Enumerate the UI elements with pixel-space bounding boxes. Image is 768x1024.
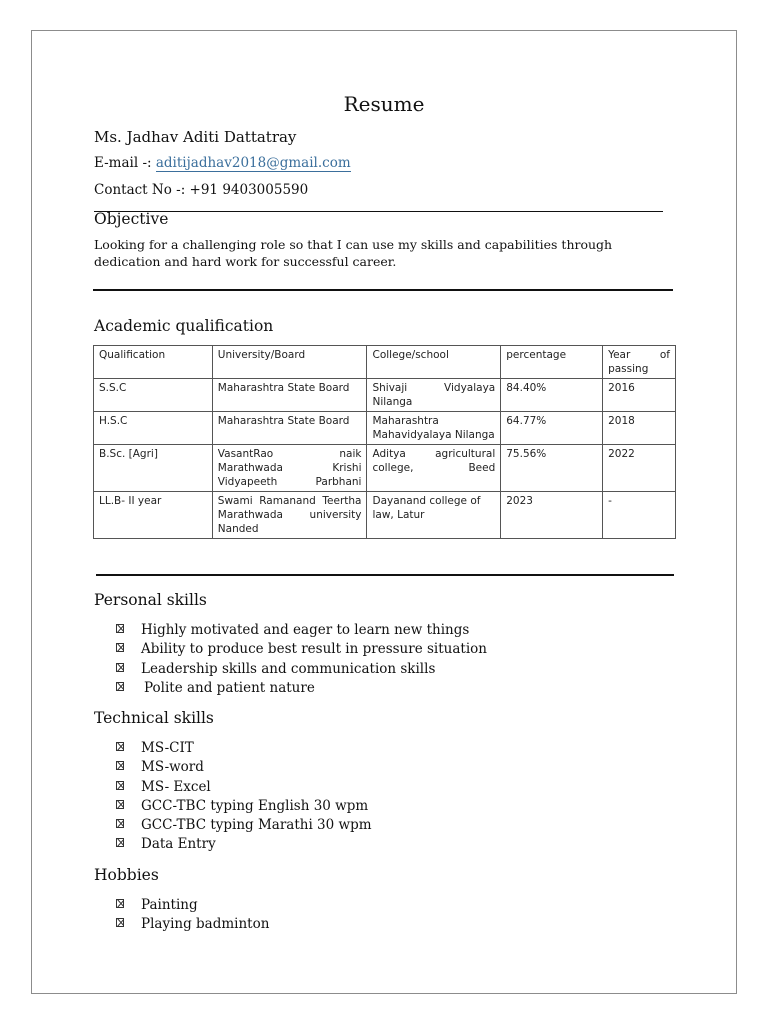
list-item-text: MS- Excel: [141, 778, 211, 795]
table-cell: 2022: [603, 445, 676, 492]
list-item: [116, 660, 487, 679]
column-header: University/Board: [212, 346, 367, 379]
table-cell: 2018: [603, 412, 676, 445]
technical-skills-heading: Technical skills: [94, 709, 214, 727]
qualification-table: [93, 345, 676, 539]
hobbies-list: [116, 896, 269, 935]
personal-skills-list: [116, 621, 487, 698]
objective-line: Looking for a challenging role so that I can use my skills and capabilities through: [94, 237, 613, 252]
table-cell: S.S.C: [94, 379, 213, 412]
list-item-text: MS-word: [141, 759, 204, 776]
divider-line: [96, 574, 674, 576]
checkbox-cross-icon: [116, 781, 124, 790]
list-item: [116, 835, 372, 854]
email-link[interactable]: aditijadhav2018@gmail.com: [155, 155, 351, 171]
checkbox-cross-icon: [116, 682, 124, 691]
checkbox-cross-icon: [116, 899, 124, 908]
table-header-row: [94, 346, 676, 379]
table-cell: Maharashtra State Board: [212, 379, 367, 412]
checkbox-cross-icon: [116, 838, 124, 847]
table-cell: Shivaji Vidyalaya Nilanga: [367, 379, 501, 412]
checkbox-cross-icon: [116, 624, 124, 633]
table-cell: Maharashtra Mahavidyalaya Nilanga: [367, 412, 501, 445]
table-cell: VasantRao naik Marathwada Krishi Vidyapeeth Parbhani: [212, 445, 367, 492]
column-header: Qualification: [94, 346, 213, 379]
checkbox-cross-icon: [116, 742, 124, 751]
page-title: Resume: [343, 92, 425, 116]
list-item-text: Highly motivated and eager to learn new things: [141, 622, 470, 638]
table-cell: Maharashtra State Board: [212, 412, 367, 445]
checkbox-cross-icon: [116, 800, 124, 809]
table-cell: 84.40%: [501, 379, 603, 412]
list-item-text: GCC-TBC typing Marathi 30 wpm: [141, 817, 372, 834]
list-item: [116, 915, 269, 934]
table-cell: Swami Ramanand Teertha Marathwada university Nanded: [212, 492, 367, 539]
list-item-text: Playing badminton: [141, 916, 270, 933]
personal-skills-heading: Personal skills: [94, 591, 207, 609]
divider-line: [93, 289, 673, 291]
objective-heading: Objective: [94, 210, 169, 228]
table-row: [94, 412, 676, 445]
list-item-text: GCC-TBC typing English 30 wpm: [141, 797, 369, 814]
list-item-text: Data Entry: [141, 836, 216, 853]
table-cell: H.S.C: [94, 412, 213, 445]
table-cell: 75.56%: [501, 445, 603, 492]
divider-line: [94, 211, 663, 212]
table-cell: B.Sc. [Agri]: [94, 445, 213, 492]
table-row: [94, 445, 676, 492]
checkbox-cross-icon: [116, 819, 124, 828]
table-cell: Aditya agricultural college, Beed: [367, 445, 501, 492]
table-cell: 64.77%: [501, 412, 603, 445]
technical-skills-list: [116, 739, 372, 855]
list-item-text: MS-CIT: [141, 740, 194, 756]
table-cell: LL.B- II year: [94, 492, 213, 539]
list-item-text: Painting: [141, 897, 198, 913]
academic-heading: Academic qualification: [94, 317, 274, 335]
table-cell: Dayanand college of law, Latur: [367, 492, 501, 539]
checkbox-cross-icon: [116, 918, 124, 927]
hobbies-heading: Hobbies: [94, 866, 159, 884]
table-cell: 2016: [603, 379, 676, 412]
list-item: [116, 797, 372, 816]
email-line: [94, 155, 351, 171]
table-cell: -: [603, 492, 676, 539]
list-item: [116, 816, 372, 835]
checkbox-cross-icon: [116, 663, 124, 672]
list-item-text: Ability to produce best result in pressure situation: [141, 641, 487, 658]
checkbox-cross-icon: [116, 761, 124, 770]
email-label: E-mail -:: [94, 155, 152, 171]
list-item-text: Polite and patient nature: [144, 679, 315, 696]
list-item-text: Leadership skills and communication skills: [141, 660, 436, 677]
list-item: [116, 679, 487, 698]
objective-line: dedication and hard work for successful career.: [94, 254, 397, 269]
column-header: College/school: [367, 346, 501, 379]
column-header: Year of passing: [603, 346, 676, 379]
list-item: [116, 640, 487, 659]
objective-text: [94, 236, 614, 270]
contact-line: Contact No -: +91 9403005590: [94, 182, 309, 198]
table-cell: 2023: [501, 492, 603, 539]
list-item: [116, 621, 487, 640]
applicant-name: Ms. Jadhav Aditi Dattatray: [94, 128, 297, 146]
column-header: percentage: [501, 346, 603, 379]
table-row: [94, 492, 676, 539]
table-row: [94, 379, 676, 412]
list-item: [116, 739, 372, 758]
list-item: [116, 758, 372, 777]
checkbox-cross-icon: [116, 643, 124, 652]
list-item: [116, 778, 372, 797]
list-item: [116, 896, 269, 915]
